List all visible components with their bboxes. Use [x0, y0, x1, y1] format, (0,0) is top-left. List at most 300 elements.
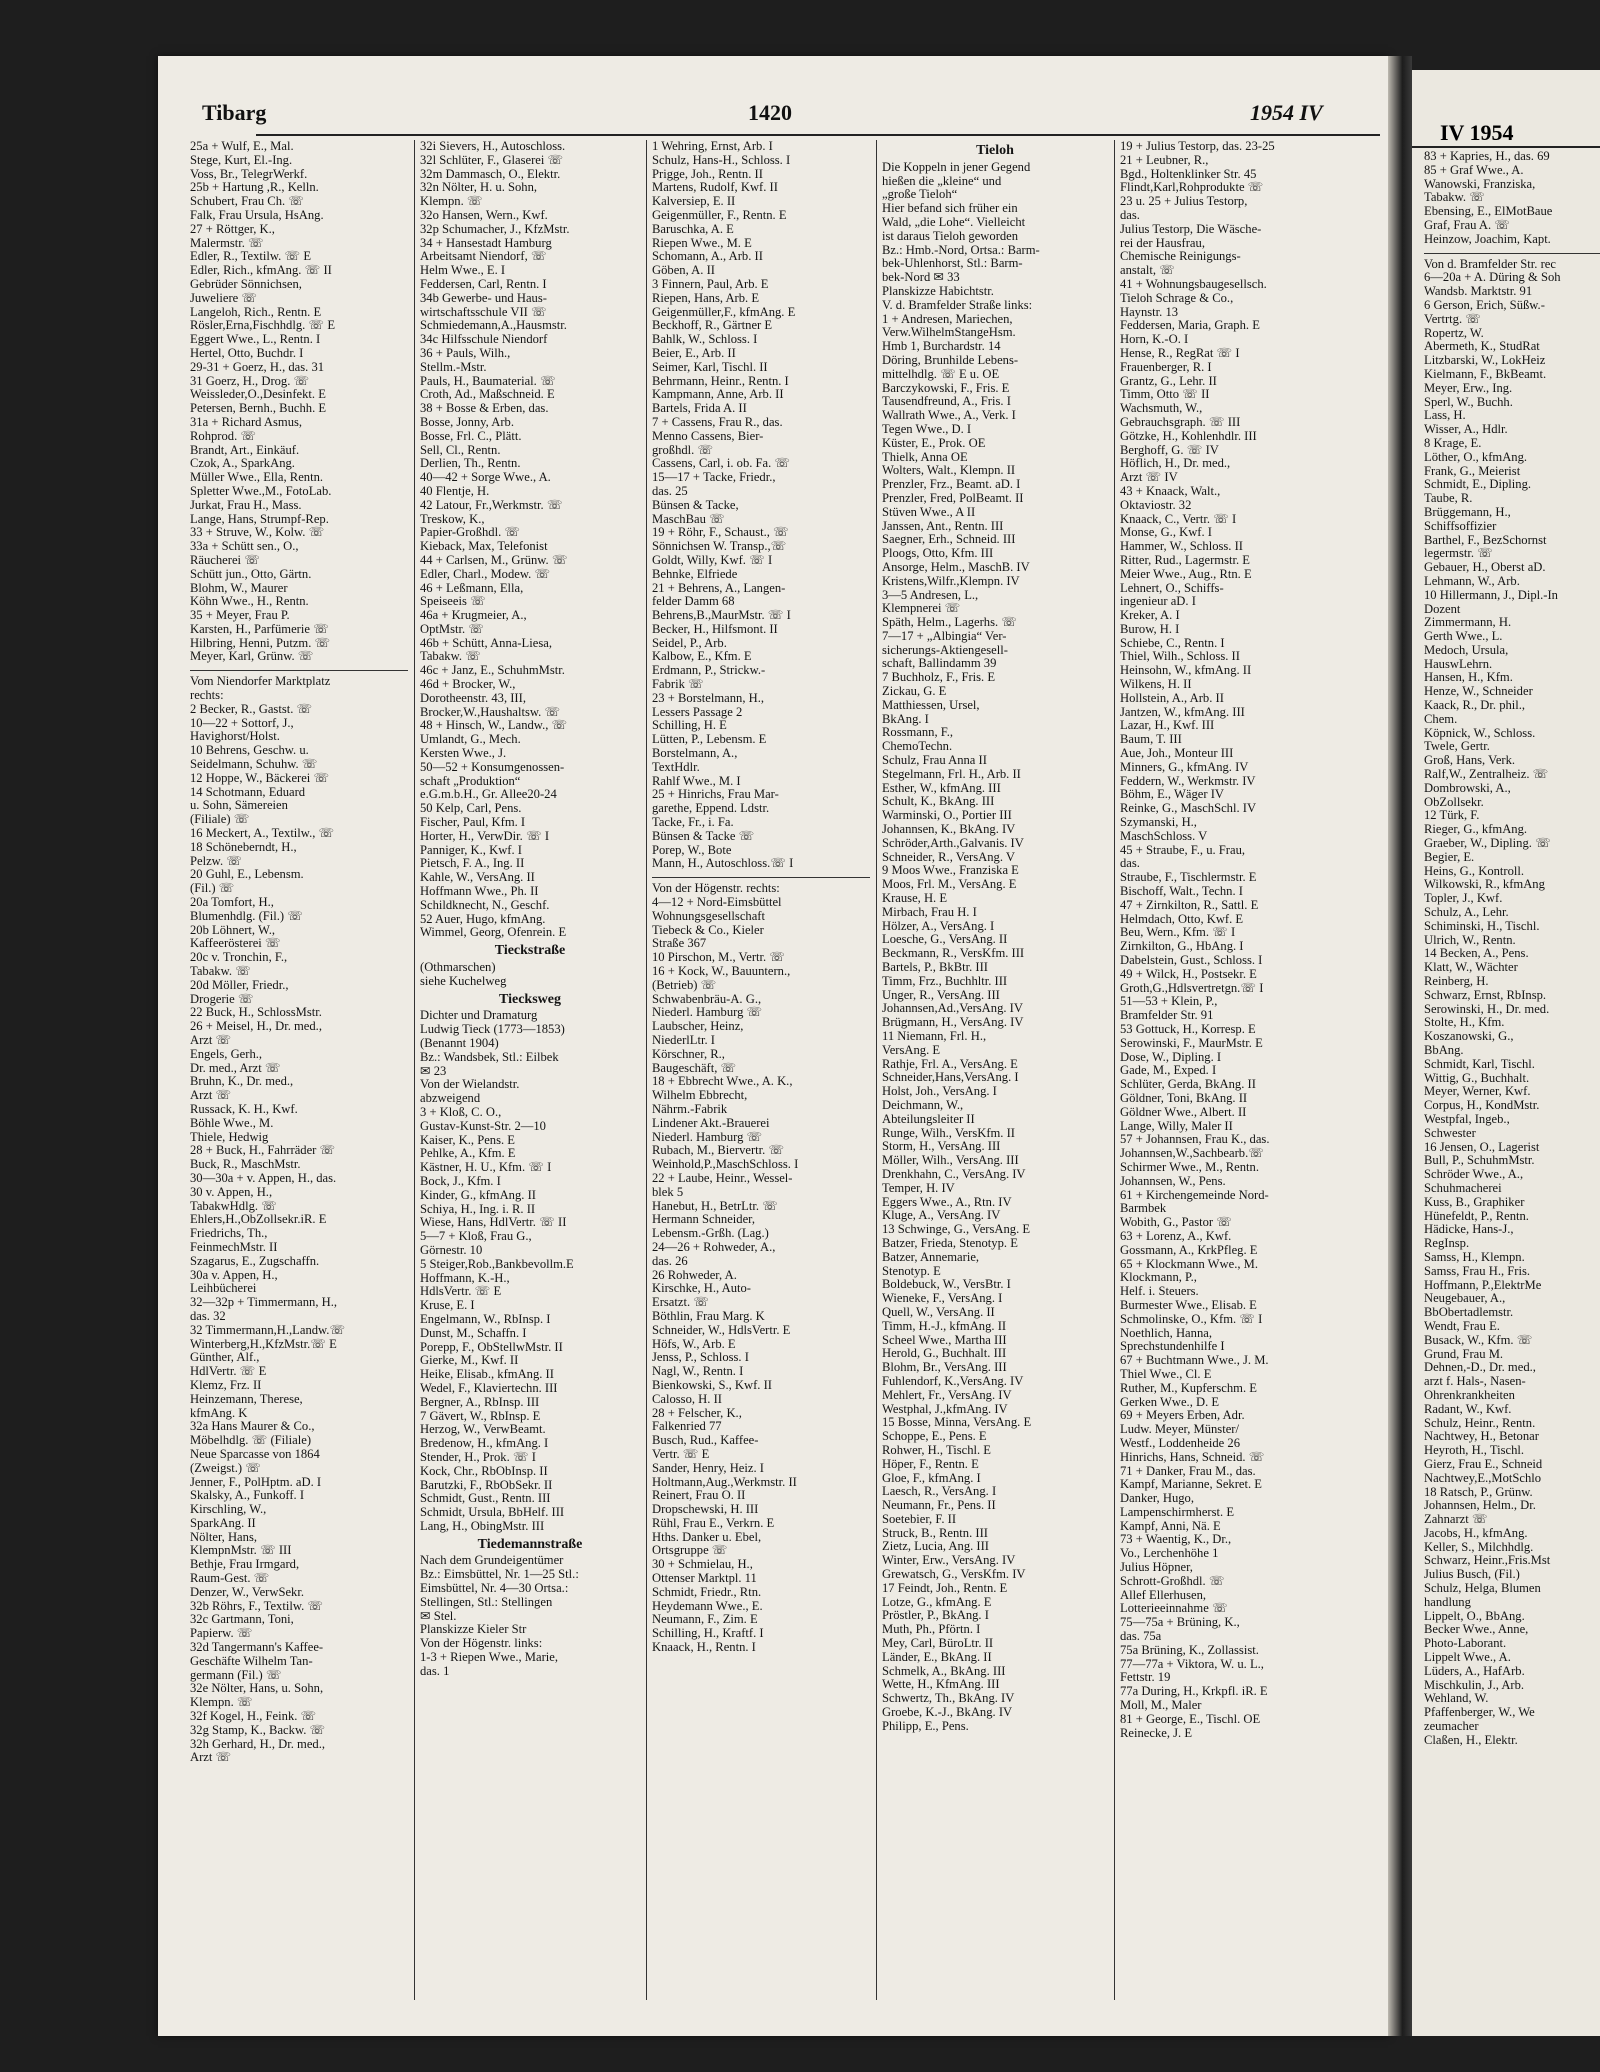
directory-entry: Batzer, Annemarie,	[882, 1250, 980, 1264]
directory-entry: 20d Möller, Friedr.,	[190, 978, 289, 992]
directory-entry: Hammer, W., Schloss. II	[1120, 540, 1243, 554]
directory-entry: Wald, „die Lohe“. Vielleicht	[882, 215, 1026, 229]
directory-entry: Nölter, Hans,	[190, 1530, 257, 1544]
directory-entry: Müller Wwe., Ella, Rentn.	[190, 471, 324, 485]
directory-entry: 15 Bosse, Minna, VersAng. E	[882, 1416, 1032, 1430]
directory-entry: Helmdach, Otto, Kwf. E	[1120, 912, 1244, 926]
directory-entry: 21 + Behrens, A., Langen-	[652, 581, 786, 595]
directory-entry: Schilling, H., Kraftf. I	[652, 1627, 764, 1641]
directory-entry: 46 + Leßmann, Ella,	[420, 581, 524, 595]
directory-entry: Meier Wwe., Aug., Rtn. E	[1120, 567, 1252, 581]
directory-entry: Thielk, Anna OE	[882, 450, 968, 464]
directory-entry: Unger, R., VersAng. III	[882, 988, 1000, 1002]
directory-entry: 18 Schöneberndt, H.,	[190, 840, 297, 854]
directory-entry: Taube, R.	[1424, 491, 1473, 506]
directory-entry: Hertel, Otto, Buchdr. I	[190, 346, 304, 360]
directory-entry: Lütten, P., Lebensm. E	[652, 733, 767, 747]
directory-entry: 30—30a + v. Appen, H., das.	[190, 1171, 337, 1185]
directory-entry: Ersatzt. ☏	[652, 1296, 710, 1310]
directory-entry: Schomann, A., Arb. II	[652, 250, 763, 264]
directory-entry: germann (Fil.) ☏	[190, 1668, 282, 1682]
directory-entry: Stender, H., Prok. ☏ I	[420, 1450, 536, 1464]
street-heading: Tieckstraße	[494, 943, 566, 959]
directory-entry: Planskizze Kieler Str	[420, 1623, 527, 1637]
directory-entry: Juweliere ☏	[190, 291, 258, 305]
directory-entry: Storm, H., VersAng. III	[882, 1140, 1001, 1154]
directory-entry: 46a + Krugmeier, A.,	[420, 609, 527, 623]
directory-entry: Hier befand sich früher ein	[882, 202, 1018, 216]
directory-entry: rei der Hausfrau,	[1120, 236, 1205, 250]
directory-entry: Becker, H., Hilfsmont. II	[652, 622, 778, 636]
directory-entry: Geigenmüller,F., kfmAng. E	[652, 305, 796, 319]
directory-entry: Mey, Carl, BüroLtr. II	[882, 1637, 994, 1651]
directory-entry: Heike, Elisab., kfmAng. II	[420, 1368, 554, 1382]
directory-entry: 7—17 + „Albingia“ Ver-	[882, 629, 1007, 643]
directory-entry: Reinberg, H.	[1424, 974, 1489, 989]
directory-entry: Jantzen, W., kfmAng. III	[1120, 705, 1245, 719]
directory-entry: Julius Höpner,	[1120, 1561, 1193, 1575]
directory-entry: Hanebut, H., BetrLtr. ☏	[652, 1199, 778, 1213]
directory-entry: Stegelmann, Frl. H., Arb. II	[882, 767, 1021, 781]
directory-entry: Monse, G., Kwf. I	[1120, 526, 1212, 540]
directory-entry: sicherungs-Aktiengesell-	[882, 643, 1008, 657]
directory-entry: Gebrüder Sönnichsen,	[190, 277, 302, 291]
directory-entry: Bock, J., Kfm. I	[420, 1174, 501, 1188]
directory-entry: SparkAng. II	[190, 1516, 256, 1530]
directory-entry: Weinhold,P.,MaschSchloss. I	[652, 1158, 799, 1172]
directory-entry: Kirschke, H., Auto-	[652, 1282, 751, 1296]
directory-entry: Höflich, H., Dr. med.,	[1120, 457, 1231, 471]
directory-entry: 53 Gottuck, H., Korresp. E	[1120, 1023, 1256, 1036]
directory-entry: Gierz, Frau E., Schneid	[1424, 1456, 1543, 1471]
directory-entry: Schwabenbräu-A. G.,	[652, 992, 762, 1006]
directory-entry: Bull, P., SchuhmMstr.	[1424, 1153, 1535, 1168]
directory-entry: Wobith, G., Pastor ☏	[1120, 1216, 1232, 1230]
directory-entry: Klemz, Frz. II	[190, 1378, 262, 1392]
directory-entry: 47 + Zirnkilton, R., Sattl. E	[1120, 898, 1259, 912]
directory-entry: Borstelmann, A.,	[652, 747, 738, 761]
directory-entry: Schütt jun., Otto, Gärtn.	[190, 567, 312, 581]
directory-entry: 4—12 + Nord-Eimsbüttel	[652, 896, 782, 910]
directory-entry: Brandt, Art., Einkäuf.	[190, 443, 300, 457]
directory-entry: Tabakw. ☏	[1424, 190, 1485, 205]
directory-entry: Fuhlendorf, K.,VersAng. IV	[882, 1374, 1024, 1388]
directory-entry: BbObertadlemstr.	[1424, 1305, 1514, 1320]
directory-entry: Kersten Wwe., J.	[420, 747, 507, 761]
directory-entry: Herzog, W., VerwBeamt.	[420, 1423, 546, 1437]
directory-entry: Haynstr. 13	[1120, 305, 1179, 319]
directory-entry: Schulz, A., Lehr.	[1424, 905, 1509, 920]
facing-page-column	[1424, 150, 1600, 1748]
directory-entry: Schmolinske, O., Kfm. ☏ I	[1120, 1312, 1263, 1326]
directory-entry: 22 Buck, H., SchlossMstr.	[190, 1006, 322, 1020]
directory-entry: TabakwHdlg. ☏	[190, 1199, 277, 1213]
directory-entry: Gebauer, H., Oberst aD.	[1424, 560, 1546, 575]
directory-entry: Hollstein, A., Arb. II	[1120, 691, 1224, 705]
directory-entry: TextHdlr.	[652, 760, 700, 774]
directory-entry: Klempnerei ☏	[882, 602, 961, 616]
directory-entry: Jenss, P., Schloss. I	[652, 1351, 749, 1365]
directory-entry: Brügmann, H., VersAng. IV	[882, 1016, 1024, 1030]
directory-entry: Corpus, H., KondMstr.	[1424, 1098, 1540, 1113]
directory-entry: Schmidt, Friedr., Rtn.	[652, 1585, 762, 1599]
directory-entry: (Zweigst.) ☏	[190, 1461, 262, 1475]
directory-entry: Bartels, Frida A. II	[652, 402, 747, 416]
directory-entry: Neumann, Fr., Pens. II	[882, 1499, 996, 1513]
directory-entry: Prigge, Joh., Rentn. II	[652, 167, 763, 181]
directory-entry: 43 + Knaack, Walt.,	[1120, 484, 1221, 498]
directory-entry: Ottenser Marktpl. 11	[652, 1572, 757, 1586]
directory-entry: Gerth Wwe., L.	[1424, 629, 1503, 644]
directory-entry: Boldebuck, W., VersBtr. I	[882, 1278, 1011, 1292]
directory-entry: Muth, Ph., Pförtn. I	[882, 1623, 981, 1637]
directory-entry: 1 Wehring, Ernst, Arb. I	[652, 140, 773, 153]
directory-entry: 14 Schotmann, Eduard	[190, 785, 306, 799]
directory-entry: 32n Nölter, H. u. Sohn,	[420, 181, 538, 195]
directory-entry: Klempn. ☏	[420, 195, 483, 209]
directory-entry: Möller, Wilh., VersAng. III	[882, 1154, 1019, 1168]
directory-entry: Brocker,W.,Haushaltsw. ☏	[420, 705, 561, 719]
directory-entry: Graf, Frau A. ☏	[1424, 217, 1511, 232]
directory-entry: 35 + Meyer, Frau P.	[190, 609, 290, 623]
directory-entry: 63 + Lorenz, A., Kwf.	[1120, 1229, 1232, 1243]
directory-entry: Ludw. Meyer, Münster/	[1120, 1423, 1239, 1437]
directory-entry: MaschSchloss. V	[1120, 829, 1208, 843]
directory-entry: blek 5	[652, 1185, 684, 1199]
directory-entry: Neue Sparcasse von 1864	[190, 1447, 320, 1461]
directory-entry: 31a + Richard Asmus,	[190, 415, 303, 429]
directory-entry: Dorotheenstr. 43, III,	[420, 691, 526, 705]
directory-entry: Nachtwey, H., Betonar	[1424, 1429, 1539, 1444]
directory-entry: Kalbow, E., Kfm. E	[652, 650, 752, 664]
directory-entry: 1 + Andresen, Mariechen,	[882, 312, 1013, 326]
directory-entry: das. 32	[190, 1309, 226, 1323]
directory-entry: Matthiessen, Ursel,	[882, 698, 980, 712]
column-3	[652, 140, 870, 2010]
facing-header-rule	[1412, 146, 1600, 148]
directory-entry: ObZollsekr.	[1424, 794, 1484, 809]
directory-entry: Edler, R., Textilw. ☏ E	[190, 250, 312, 264]
directory-entry: Westpfal, Ingeb.,	[1424, 1111, 1510, 1126]
directory-entry: 34b Gewerbe- und Haus-	[420, 291, 547, 305]
directory-entry: Ploogs, Otto, Kfm. III	[882, 547, 994, 561]
directory-entry: Cassens, Carl, i. ob. Fa. ☏	[652, 457, 791, 471]
directory-entry: Neumann, F., Zim. E	[652, 1613, 758, 1627]
directory-entry: Serowinski, F., MaurMstr. E	[1120, 1036, 1263, 1050]
directory-entry: Dozent	[1424, 601, 1461, 616]
directory-entry: Thiel, Wilh., Schloss. II	[1120, 650, 1240, 664]
directory-entry: Mehlert, Fr., VersAng. IV	[882, 1388, 1012, 1402]
directory-entry: 32a Hans Maurer & Co.,	[190, 1420, 315, 1434]
directory-entry: Ropertz, W.	[1424, 325, 1484, 340]
directory-entry: 32e Nölter, Hans, u. Sohn,	[190, 1682, 324, 1696]
directory-entry: 77a During, H., Krkpfl. iR. E	[1120, 1685, 1268, 1699]
directory-entry: Kirschling, W.,	[190, 1503, 267, 1517]
directory-entry: Bredenow, H., kfmAng. I	[420, 1437, 549, 1451]
directory-entry: Umlandt, G., Mech.	[420, 733, 521, 747]
directory-entry: Hths. Danker u. Ebel,	[652, 1530, 762, 1544]
directory-entry: wirtschaftsschule VII ☏	[420, 305, 547, 319]
directory-entry: Soetebier, F. II	[882, 1512, 957, 1526]
directory-entry: Schoppe, E., Pens. E	[882, 1430, 987, 1444]
directory-entry: 44 + Carlsen, M., Grünw. ☏	[420, 553, 568, 567]
directory-entry: Bischoff, Walt., Techn. I	[1120, 885, 1243, 899]
directory-entry: Barthel, F., BezSchornst	[1424, 532, 1547, 547]
directory-entry: 83 + Kapries, H., das. 69	[1424, 149, 1550, 163]
directory-entry: Schilling, H. E	[652, 719, 727, 733]
directory-entry: 33a + Schütt sen., O.,	[190, 540, 299, 554]
directory-entry: großhdl. ☏	[652, 443, 714, 457]
directory-entry: Westf., Loddenheide 26	[1120, 1436, 1240, 1450]
directory-entry: 30 v. Appen, H.,	[190, 1185, 273, 1199]
directory-entry: V. d. Bramfelder Straße links:	[882, 298, 1033, 312]
directory-entry: Brüggemann, H.,	[1424, 504, 1511, 519]
directory-entry: Keller, S., Milchhdlg.	[1424, 1539, 1534, 1554]
directory-entry: 2 Becker, R., Gastst. ☏	[190, 702, 313, 716]
directory-entry: Von der Wielandstr.	[420, 1078, 520, 1092]
directory-entry: das. 1	[420, 1664, 450, 1678]
directory-entry: Lotze, G., kfmAng. E	[882, 1595, 992, 1609]
directory-entry: (Benannt 1904)	[420, 1037, 499, 1050]
directory-entry: Planskizze Habichtstr.	[882, 284, 994, 298]
directory-entry: Wilkens, H. II	[1120, 678, 1192, 692]
directory-entry: Wedel, F., Klaviertechn. III	[420, 1381, 558, 1395]
directory-entry: Kruse, E. I	[420, 1299, 475, 1313]
directory-entry: Lange, Hans, Strumpf-Rep.	[190, 512, 329, 526]
directory-entry: Reinecke, J. E	[1120, 1726, 1193, 1740]
directory-entry: Janssen, Ant., Rentn. III	[882, 519, 1004, 533]
directory-entry: Bienkowski, S., Kwf. II	[652, 1378, 772, 1392]
directory-entry: Malermstr. ☏	[190, 236, 264, 250]
directory-entry: 71 + Danker, Frau M., das.	[1120, 1464, 1256, 1478]
directory-entry: Koszanowski, G.,	[1424, 1029, 1514, 1044]
directory-entry: Tegen Wwe., D. I	[882, 422, 972, 436]
directory-entry: OptMstr. ☏	[420, 622, 485, 636]
directory-entry: Moll, M., Maler	[1120, 1699, 1202, 1713]
directory-entry: Bgd., Holtenklinker Str. 45	[1120, 167, 1257, 181]
directory-entry: Bosse, Frl. C., Plätt.	[420, 429, 522, 443]
directory-entry: Lehnert, O., Schiffs-	[1120, 581, 1224, 595]
facing-page	[1412, 70, 1600, 2036]
directory-entry: Ansorge, Helm., MaschB. IV	[882, 560, 1030, 574]
directory-entry: Bünsen & Tacke,	[652, 498, 739, 512]
directory-entry: 6 Gerson, Erich, Süßw.-	[1424, 297, 1545, 312]
directory-entry: Treskow, K.,	[420, 512, 485, 526]
directory-entry: Aue, Joh., Monteur III	[1120, 747, 1234, 761]
directory-entry: Dehnen,-D., Dr. med.,	[1424, 1360, 1536, 1375]
directory-entry: Heins, G., Kontroll.	[1424, 863, 1525, 878]
directory-entry: Struck, B., Rentn. III	[882, 1526, 988, 1540]
directory-entry: Kock, Chr., RbObInsp. II	[420, 1464, 548, 1478]
directory-entry: Knaack, H., Rentn. I	[652, 1641, 756, 1655]
directory-entry: Kuss, B., Graphiker	[1424, 1194, 1525, 1209]
directory-entry: 73 + Waentig, K., Dr.,	[1120, 1533, 1232, 1547]
directory-entry: zeumacher	[1424, 1719, 1479, 1734]
directory-entry: FeinmechMstr. II	[190, 1240, 278, 1254]
directory-entry: 42 Latour, Fr.,Werkmstr. ☏	[420, 498, 563, 512]
directory-entry: 32p Schumacher, J., KfzMstr.	[420, 222, 570, 236]
directory-entry: Johannsen, W., Pens.	[1120, 1174, 1226, 1188]
directory-entry: Wisser, A., Hdlr.	[1424, 422, 1508, 437]
directory-entry: 46b + Schütt, Anna-Liesa,	[420, 636, 552, 650]
directory-entry: Krause, H. E	[882, 892, 948, 906]
directory-entry: Kielmann, F., BkBeamt.	[1424, 366, 1547, 381]
directory-entry: Gierke, M., Kwf. II	[420, 1354, 519, 1368]
directory-entry: Helf. i. Steuers.	[1120, 1285, 1199, 1299]
directory-entry: Schwertz, Th., BkAng. IV	[882, 1692, 1015, 1706]
directory-entry: 29-31 + Goerz, H., das. 31	[190, 360, 325, 374]
directory-entry: Wieneke, F., VersAng. I	[882, 1292, 1003, 1306]
directory-entry: ingenieur aD. I	[1120, 595, 1196, 609]
directory-entry: Prenzler, Frz., Beamt. aD. I	[882, 478, 1021, 492]
directory-entry: Dichter und Dramaturg	[420, 1009, 538, 1023]
directory-entry: Schulz, Helga, Blumen	[1424, 1581, 1541, 1596]
directory-entry: (Othmarschen)	[420, 961, 496, 975]
directory-entry: Runge, Wilh., VersKfm. II	[882, 1126, 1015, 1140]
directory-entry: Stenotyp. E	[882, 1264, 941, 1278]
directory-entry: e.G.m.b.H., Gr. Allee20-24	[420, 788, 557, 802]
directory-entry: Photo-Laborant.	[1424, 1636, 1507, 1651]
directory-entry: Westphal, J.,kfmAng. IV	[882, 1402, 1008, 1416]
directory-entry: Rohprod. ☏	[190, 429, 257, 443]
directory-entry: Groth,G.,Hdlsvertretgn.☏ I	[1120, 981, 1264, 995]
entry-spacer	[190, 670, 408, 671]
directory-entry: Köpnick, W., Schloss.	[1424, 725, 1536, 740]
directory-entry: Ehlers,H.,ObZollsekr.iR. E	[190, 1213, 327, 1227]
directory-entry: Wachsmuth, W.,	[1120, 402, 1203, 416]
directory-entry: Zickau, G. E	[882, 685, 947, 699]
directory-entry: Tiebeck & Co., Kieler	[652, 923, 764, 937]
column-4	[882, 140, 1108, 2010]
directory-entry: rechts:	[190, 689, 224, 703]
directory-entry: Neugebauer, A.,	[1424, 1291, 1506, 1306]
directory-entry: Timm, Frz., Buchhltr. III	[882, 974, 1008, 988]
directory-entry: 20a Tomfort, H.,	[190, 896, 274, 910]
directory-entry: Beu, Wern., Kfm. ☏ I	[1120, 926, 1236, 940]
directory-entry: Johannsen, Helm., Dr.	[1424, 1498, 1536, 1513]
directory-entry: Späth, Helm., Lagerhs. ☏	[882, 616, 1018, 630]
directory-entry: Dropschewski, H. III	[652, 1503, 759, 1517]
directory-entry: Lampenschirmherst. E	[1120, 1505, 1235, 1519]
directory-entry: Denzer, W., VerwSekr.	[190, 1585, 304, 1599]
directory-entry: Szymanski, H.,	[1120, 816, 1197, 830]
directory-entry: 34 + Hansestadt Hamburg	[420, 236, 552, 250]
directory-entry: Raum-Gest. ☏	[190, 1572, 270, 1586]
directory-entry: Papierw. ☏	[190, 1627, 253, 1641]
directory-entry: Jurkat, Frau H., Mass.	[190, 498, 302, 512]
directory-entry: Hoffmann, K.-H.,	[420, 1271, 510, 1285]
directory-entry: (Betrieb) ☏	[652, 978, 717, 992]
directory-entry: 75—75a + Brüning, K.,	[1120, 1616, 1240, 1630]
directory-entry: Bosse, Jonny, Arb.	[420, 415, 514, 429]
directory-entry: Holst, Joh., VersAng. I	[882, 1085, 997, 1099]
directory-entry: Wolters, Walt., Klempn. II	[882, 464, 1016, 478]
directory-entry: 32c Gartmann, Toni,	[190, 1613, 294, 1627]
directory-entry: Schwarz, Heinr.,Fris.Mst	[1424, 1553, 1551, 1568]
directory-entry: Rossmann, F.,	[882, 726, 954, 740]
directory-entry: 10—22 + Sottorf, J.,	[190, 716, 294, 730]
column-divider	[646, 140, 647, 2000]
directory-entry: Kästner, H. U., Kfm. ☏ I	[420, 1161, 552, 1175]
directory-entry: Kalversiep, E. II	[652, 195, 736, 209]
directory-entry: Bramfelder Str. 91	[1120, 1009, 1214, 1023]
directory-entry: Quell, W., VersAng. II	[882, 1305, 995, 1319]
directory-entry: Panniger, K., Kwf. I	[420, 843, 522, 857]
directory-entry: Sell, Cl., Rentn.	[420, 443, 501, 457]
directory-entry: Wanowski, Franziska,	[1424, 176, 1536, 191]
directory-entry: Ortsgruppe ☏	[652, 1544, 728, 1558]
directory-entry: Danker, Hugo,	[1120, 1492, 1194, 1506]
directory-entry: Meyer, Erw., Ing.	[1424, 380, 1513, 395]
directory-entry: Lebensm.-Grßh. (Lag.)	[652, 1227, 769, 1241]
directory-entry: 31 Goerz, H., Drog. ☏	[190, 374, 310, 388]
directory-entry: Behrmann, Heinr., Rentn. I	[652, 374, 789, 388]
directory-entry: Schiebe, C., Rentn. I	[1120, 636, 1225, 650]
directory-entry: Hoffmann, P.,ElektrMe	[1424, 1277, 1542, 1292]
directory-entry: 18 Ratsch, P., Grünw.	[1424, 1484, 1533, 1499]
directory-entry: Calosso, H. II	[652, 1392, 722, 1406]
directory-entry: MaschBau ☏	[652, 512, 725, 526]
directory-entry: Bartels, P., BkBtr. III	[882, 961, 988, 975]
directory-entry: hießen die „kleine“ und	[882, 174, 1002, 188]
directory-entry: Schlüter, Gerda, BkAng. II	[1120, 1078, 1256, 1092]
directory-entry: bek-Uhlenhorst, Stl.: Barm-	[882, 257, 1023, 271]
directory-entry: das.	[1120, 208, 1140, 222]
directory-entry: Schwester	[1424, 1125, 1476, 1140]
directory-entry: Küster, E., Prok. OE	[882, 436, 986, 450]
directory-entry: schaft, Ballindamm 39	[882, 657, 997, 671]
directory-entry: 67 + Buchtmann Wwe., J. M.	[1120, 1354, 1269, 1368]
directory-entry: Blumenhdlg. (Fil.) ☏	[190, 909, 303, 923]
directory-entry: Hädicke, Hans-J.,	[1424, 1222, 1514, 1237]
directory-entry: Lessers Passage 2	[652, 705, 743, 719]
directory-entry: Allef Ellerhusen,	[1120, 1588, 1207, 1602]
directory-entry: Lippelt Wwe., A.	[1424, 1650, 1511, 1665]
directory-entry: Batzer, Frieda, Stenotyp. E	[882, 1236, 1018, 1250]
street-heading: Tiecksweg	[499, 991, 561, 1007]
directory-entry: Eggert Wwe., L., Rentn. I	[190, 333, 321, 347]
directory-entry: ist daraus Tieloh geworden	[882, 229, 1019, 243]
directory-entry: Twele, Gertr.	[1424, 739, 1490, 754]
directory-entry: (Filiale) ☏	[190, 813, 250, 827]
directory-entry: Niederl. Hamburg ☏	[652, 1006, 763, 1020]
directory-entry: Speiseeis ☏	[420, 595, 486, 609]
directory-entry: Beckhoff, R., Gärtner E	[652, 319, 773, 333]
directory-entry: NiederlLtr. I	[652, 1034, 715, 1047]
directory-entry: Göldner Wwe., Albert. II	[1120, 1105, 1247, 1119]
directory-entry: Bruhn, K., Dr. med.,	[190, 1075, 294, 1089]
directory-entry: Winter, Erw., VersAng. IV	[882, 1554, 1016, 1568]
directory-entry: Arzt ☏	[190, 1089, 232, 1103]
directory-entry: Baum, T. III	[1120, 733, 1182, 747]
book-gutter	[1388, 56, 1412, 2036]
directory-entry: Schmiedemann,A.,Hausmstr.	[420, 319, 567, 333]
directory-entry: Wimmel, Georg, Ofenrein. E	[420, 926, 567, 940]
directory-entry: Serowinski, H., Dr. med.	[1424, 1001, 1550, 1016]
directory-entry: Bz.: Hmb.-Nord, Ortsa.: Barm-	[882, 243, 1040, 257]
directory-entry: Kampf, Marianne, Sekret. E	[1120, 1478, 1262, 1492]
directory-entry: Gloe, F., kfmAng. I	[882, 1471, 981, 1485]
directory-entry: BbAng.	[1424, 1043, 1464, 1057]
directory-entry: 7 + Cassens, Frau R., das.	[652, 415, 783, 429]
directory-entry: Vom Niendorfer Marktplatz	[190, 675, 331, 689]
directory-entry: Johannsen, K., BkAng. IV	[882, 823, 1016, 837]
directory-entry: Eimsbüttel, Nr. 4—30 Ortsa.:	[420, 1582, 569, 1596]
directory-entry: 50—52 + Konsumgenossen-	[420, 760, 565, 774]
directory-entry: 23 + Borstelmann, H.,	[652, 691, 765, 705]
directory-entry: Riepen Wwe., M. E	[652, 236, 752, 250]
directory-entry: 16 + Kock, W., Bauuntern.,	[652, 965, 791, 979]
